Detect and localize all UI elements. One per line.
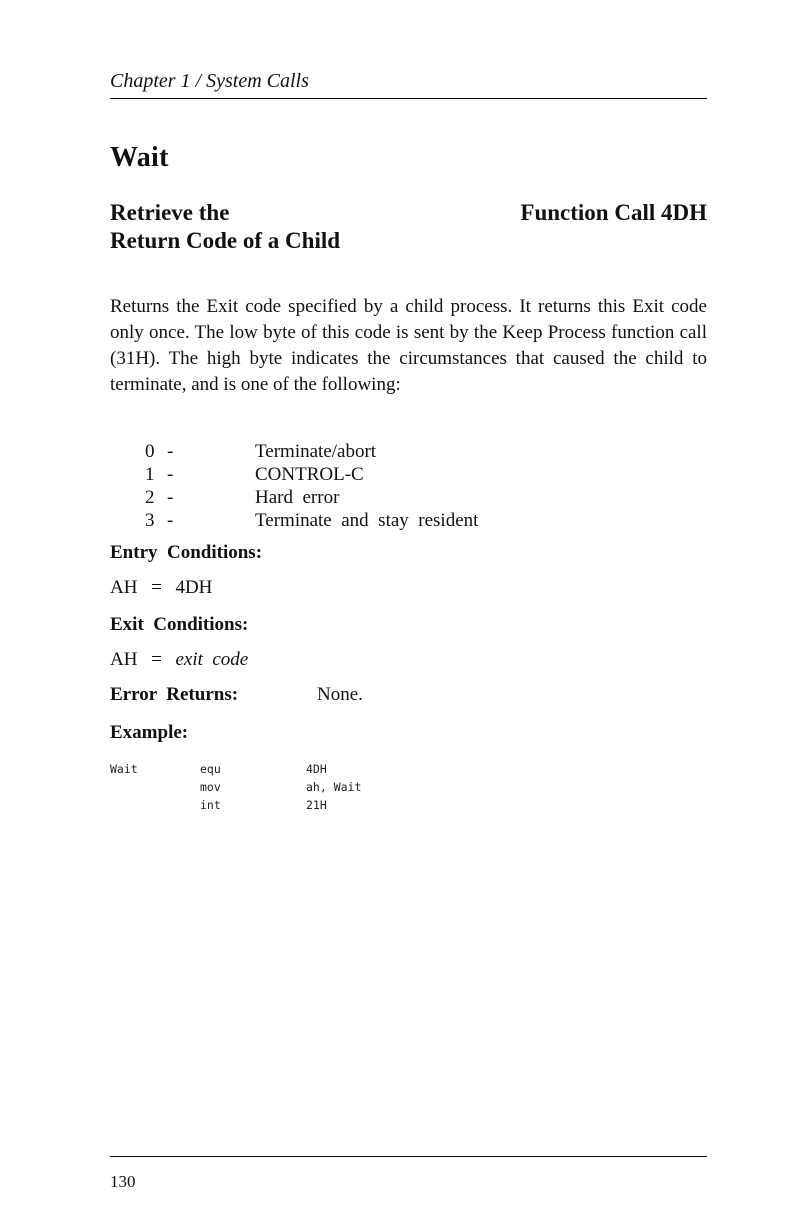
code-line bbox=[110, 778, 361, 796]
code-number: 2 bbox=[145, 487, 155, 508]
entry-conditions-label: Entry Conditions: bbox=[110, 542, 263, 563]
code-arg: ah, Wait bbox=[306, 780, 362, 794]
description-paragraph: Returns the Exit code specified by a child process. It returns this Exit code only once. The low byte of this code is sent by the Keep Process function call (31H). The high byte indicates the circumstances that caused the child to terminate, and is one of the following: bbox=[110, 296, 707, 395]
code-label bbox=[110, 778, 200, 796]
code-arg: 21H bbox=[306, 798, 327, 812]
error-returns-value: None. bbox=[317, 684, 363, 705]
code-dash: - bbox=[167, 441, 174, 462]
code-op: mov bbox=[200, 780, 221, 794]
function-call-heading: Function Call 4DH bbox=[520, 200, 707, 225]
code-description: Terminate/abort bbox=[255, 441, 377, 462]
code-label: Wait bbox=[110, 762, 138, 776]
code-number: 1 bbox=[145, 464, 155, 485]
code-item bbox=[145, 509, 478, 532]
exit-conditions-label: Exit Conditions: bbox=[110, 614, 249, 635]
example-label: Example: bbox=[110, 722, 189, 743]
entry-value: 4DH bbox=[175, 577, 213, 598]
termination-code-list bbox=[145, 440, 478, 532]
entry-condition-line bbox=[110, 577, 212, 599]
code-number: 3 bbox=[145, 510, 155, 531]
code-description: CONTROL-C bbox=[255, 464, 364, 485]
code-op: equ bbox=[200, 762, 221, 776]
code-item bbox=[145, 440, 478, 463]
footer-rule bbox=[110, 1156, 707, 1157]
code-line bbox=[110, 760, 361, 778]
section-title: Wait bbox=[110, 142, 169, 173]
exit-condition-line bbox=[110, 649, 248, 671]
exit-register: AH bbox=[110, 649, 138, 670]
header-rule bbox=[110, 98, 707, 99]
code-label bbox=[110, 796, 200, 814]
error-returns-label: Error Returns: bbox=[110, 684, 239, 705]
code-dash: - bbox=[167, 510, 174, 531]
exit-equals: = bbox=[151, 649, 162, 670]
running-head: Chapter 1 / System Calls bbox=[110, 70, 309, 92]
code-item bbox=[145, 486, 478, 509]
code-description: Hard error bbox=[255, 487, 340, 508]
section-subtitle bbox=[110, 199, 340, 255]
code-description: Terminate and stay resident bbox=[255, 510, 479, 531]
example-code-block bbox=[110, 760, 361, 814]
subtitle-line-2: Return Code of a Child bbox=[110, 228, 341, 253]
subtitle-line-1: Retrieve the bbox=[110, 200, 230, 225]
code-item bbox=[145, 463, 478, 486]
entry-register: AH bbox=[110, 577, 138, 598]
entry-equals: = bbox=[151, 577, 162, 598]
code-line bbox=[110, 796, 361, 814]
code-op: int bbox=[200, 798, 221, 812]
code-number: 0 bbox=[145, 441, 155, 462]
code-dash: - bbox=[167, 487, 174, 508]
page-number: 130 bbox=[110, 1172, 136, 1191]
exit-value: exit code bbox=[175, 649, 249, 670]
code-dash: - bbox=[167, 464, 174, 485]
code-arg: 4DH bbox=[306, 762, 327, 776]
